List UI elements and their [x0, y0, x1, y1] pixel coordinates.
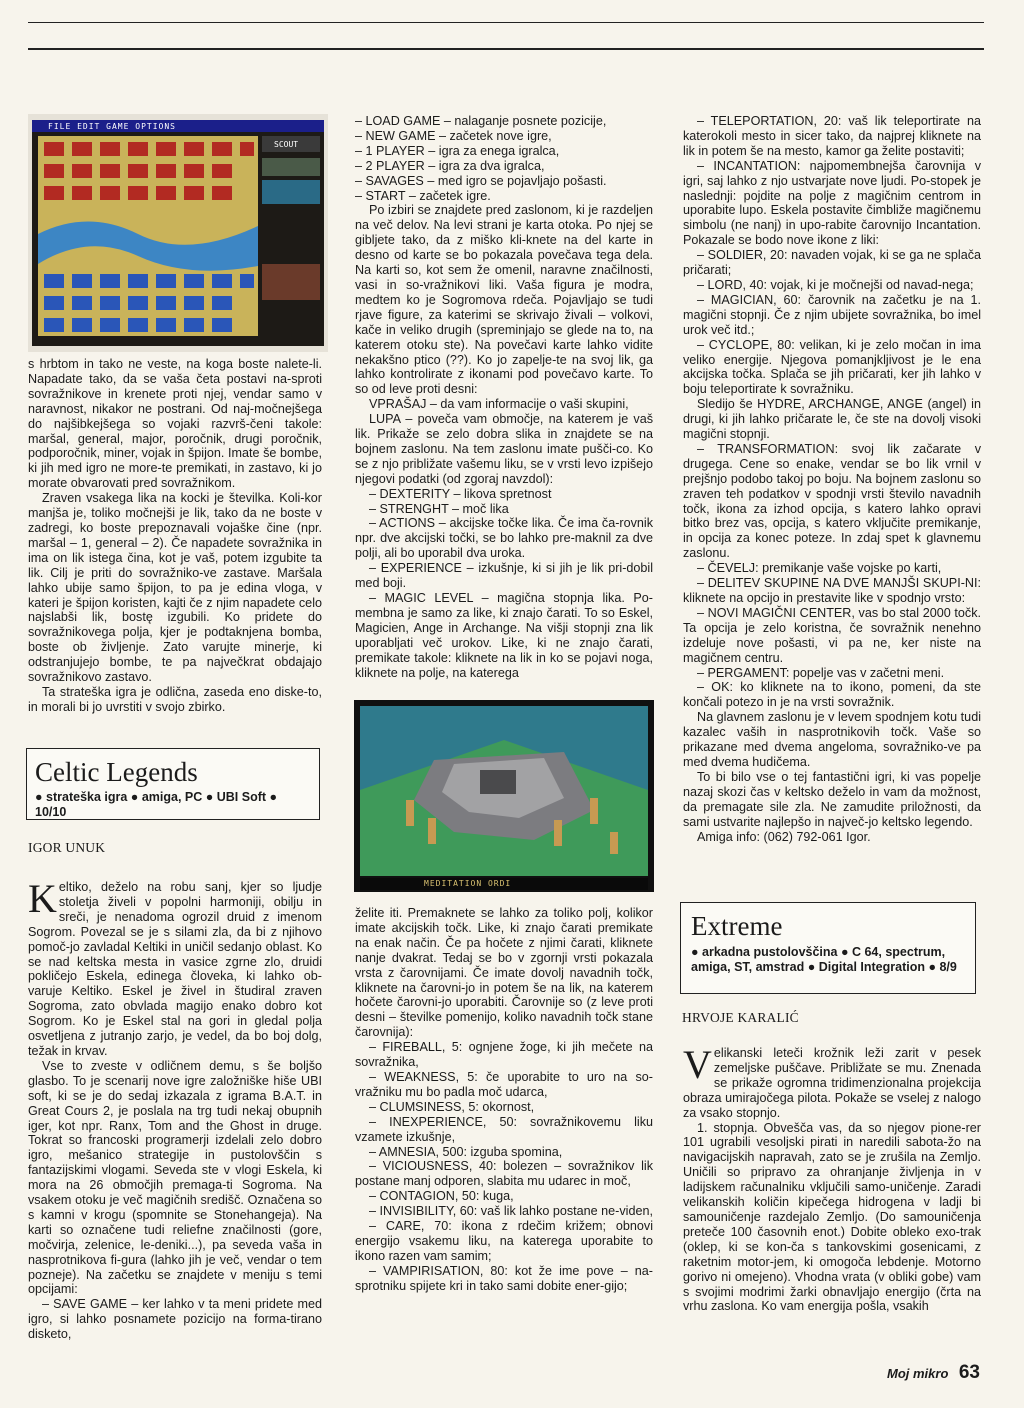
list-item: – MAGIC LEVEL – magična stopnja lika. Po-membna je samo za like, ki znajo čarati. To so Eskel, Magicien, Ange in Archange. Na višji stopnji zna lik uporabljati več urokov. Like, ki ne znajo čarati, premikate takole: kliknete na lik in ko se pojavi noga, kliknete na polje, na katerega [355, 591, 653, 680]
lead-paragraph: Keltiko, deželo na robu sanj, kjer so ljudje stoletja živeli v popolni harmoniji, obilju in sreči, je nenadoma ogrozil druid z imenom Sogrom. Povezal se je s silami zla, da bi z njihovo pomoč-jo zavladal Keltiki in uničil sedanjo oblast. Ko se nad keltska mesta in vasice zgrne zlo, druidi pokličejo Eskela, edinega človeka, ki lahko ob-varuje Keltiko. Eskel je živel in študiral zraven Sogroma, zato obvlada magijo enako dobro kot Sogrom. Ko je Eskel stal na gori in gledal polja osvetljena z jutranjo zarjo, je vedel, da bo boj dolg, težak in krvav. [28, 876, 322, 1058]
list-item: – EXPERIENCE – izkušnje, ki si jih je lik pri-dobil med boji. [355, 561, 653, 591]
list-item: – 2 PLAYER – igra za dva igralca, [355, 158, 545, 173]
list-item: – ČEVELJ: premikanje vaše vojske po karti, [697, 561, 942, 576]
header-rule [28, 48, 984, 50]
celtic-legends-title-box [26, 748, 320, 820]
screenshot-menu-bar: FILE EDIT GAME OPTIONS [48, 122, 176, 131]
page-number: 63 [958, 1362, 980, 1383]
list-item: – NOVI MAGIČNI CENTER, vas bo stal 2000 točk. Ta opcija je zelo koristna, če sovražnik nenehno izdeluje nove pošasti, vi pa ne, ker niste na magičnem centru. [683, 605, 981, 665]
paragraph: Ta strateška igra je odlična, zaseda eno diske-to, in morali bi jo uvrstiti v svojo zbirko. [28, 684, 322, 714]
paragraph: – SAVE GAME – ker lahko v ta meni pridete med igro, si lahko posnamete pozicijo na forma-tirano disketo, [28, 1297, 322, 1342]
list-item: – 1 PLAYER – igra za enega igralca, [355, 143, 560, 158]
list-item: – SAVAGES – med igro se pojavljajo pošasti. [355, 173, 607, 188]
list-item: – PERGAMENT: popelje vas v začetni meni. [697, 665, 945, 680]
list-item: – LORD, 40: vojak, ki je močnejši od navad-nega; [697, 277, 974, 292]
list-item: – NEW GAME – začetek nove igre, [355, 128, 552, 143]
paragraph: To bi bilo vse o tej fantastični igri, ki vas popelje nazaj skozi čas v keltsko deželo in vam da možnost, da premagate sile zla. Ne zamudite priložnosti, da sami ustvarite najlepšo in največ-jo keltsko legendo. [683, 769, 981, 829]
celtic-col1-top [28, 357, 322, 715]
list-item: – FIREBALL, 5: ognjene žoge, ki jih mečete na sovražnika, [355, 1040, 653, 1070]
article-tags: ● strateška igra ● amiga, PC ● UBI Soft ● 10/10 [35, 790, 278, 819]
celtic-col2-top [355, 114, 653, 680]
paragraph: VPRAŠAJ – da vam informacije o vaši skupini, [369, 397, 629, 412]
list-item: – OK: ko kliknete na to ikono, pomeni, da ste končali potezo in je na vrsti sovražnik. [683, 680, 981, 710]
celtic-col3 [683, 114, 981, 844]
paragraph: Po izbiri se znajdete pred zaslonom, ki je razdeljen na več delov. Na levi strani je karta otoka. Po njej se gibljete tako, da z miško kli-knete na del karte in desno od karte se bo pokazala povečava tega dela. Na karti so, kot sem že omenil, naravne značilnosti, vasi in so-vražnikovi liki. Vaša figura je modra, medtem ko je Sogromova rdeča. Pojavljajo se tudi rjave figure, za katerimi se skrivajo živali – volkovi, kače in veliko drugih (spreminjajo se glede na to, na katerem otoku ste). Na povečavi karte lahko vidite nekakšno ptico (??). Ko jo zapelje-te na svoj lik, ga lahko kontrolirate z ikonami pod povečavo karte. To so od leve proti desni: [355, 203, 653, 397]
extreme-title-box [680, 902, 976, 994]
extreme-text [683, 1042, 981, 1314]
list-item: – VICIOUSNESS, 40: bolezen – sovražnikov lik postane manj odporen, slabita mu udarec in moč, [355, 1159, 653, 1189]
article-author: IGOR UNUK [28, 840, 106, 855]
paragraph: s hrbtom in tako ne veste, na koga boste nalete-li. Napadate tako, da se vaša četa postavi na-sproti sovražnikove in krenete proti njej, vendar samo v naravnost, nikakor ne postrani. Od naj-močnejšega do najšibkejšega so vojaki razvrš-čeni takole: maršal, general, major, poročnik, drugi poročnik, podporočnik, miner, vojak in špijon. Imate še bombe, ki jih med igro ne more-te premikati, in zastavo, ki jo morate obvarovati pred sovražnikom. [28, 357, 322, 491]
paragraph: Na glavnem zaslonu je v levem spodnjem kotu tudi kazalec vaših in nasprotnikovih točk. Vaše so prikazane med dvema angeloma, sovražniko-ve pa med dvema hudičema. [683, 710, 981, 769]
list-item: – CARE, 70: ikona z rdečim križem; obnovi energijo vsakemu liku, na katerega uporabite to ikono razen vam samim; [355, 1219, 653, 1263]
paragraph: želite iti. Premaknete se lahko za toliko polj, kolikor imate akcijskih točk. Like, ki znajo čarati premikate na enak način. Če pa hočete z njimi čarati, kliknete nanje dvakrat. Tedaj se bo v zgornji vrsti pokazala vrsta z čarovnijami. Če imate dovolj navadnih točk, kliknete na čarovni-jo in potem še na lik, na katerem hočete čarovni-jo uporabiti. Čarovnije so (z leve proti desni – številke pomenijo, koliko navadnih točk stane čarovnija): [355, 906, 653, 1040]
list-item: – CYCLOPE, 80: velikan, ki je zelo močan in ima veliko energije. Njegova pomanjkljivost je le ena akcijska točka. Splača se jih pričarati, ker jih lahko v boju teleportirate k sovražniku. [683, 337, 981, 397]
map-screenshot-graphic [28, 114, 328, 352]
castle-screenshot-graphic [354, 700, 654, 892]
list-item: – CLUMSINESS, 5: okornost, [369, 1099, 535, 1114]
magazine-name: Moj mikro [887, 1366, 949, 1381]
list-item: – TELEPORTATION, 20: vaš lik teleportirate na katerokoli mesto in sicer tako, da najprej kliknete na lik in potem še na mesto, kamor ga želite postaviti; [683, 114, 981, 158]
list-item: – INCANTATION: najpomembnejša čarovnija v igri, saj lahko z njo ustvarjate nove ljudi. Po-stopek je naslednji: pojdite na polje z magičnim centrom in uporabite lupo. Eskela postavite čimbliže magičnemu simbolu (ne nanj) in upo-rabite čarovnijo Incantation. Pokazale se bodo nove ikone z liki: [683, 158, 981, 248]
list-item: – VAMPIRISATION, 80: kot že ime pove – na-sprotniku spijete kri in tako sami dobite ener-gijo; [355, 1263, 653, 1293]
article-title: Celtic Legends [35, 757, 198, 787]
page-footer [887, 1362, 980, 1384]
paragraph: Amiga info: (062) 792-061 Igor. [697, 829, 871, 844]
game-screenshot-map [28, 114, 328, 352]
list-item: – DEXTERITY – likova spretnost [369, 486, 552, 501]
list-item: – ACTIONS – akcijske točke lika. Če ima ča-rovnik npr. dve akcijski točki, se bo lahko pre-maknil za dve polji, ali bo uporabil dva uroka. [355, 516, 653, 561]
list-item: – START – začetek igre. [355, 188, 491, 203]
paragraph: 1. stopnja. Obvešča vas, da so njegov pione-rer 101 ugrabili vesoljski pirati in naredili sabota-žo na navigacijskih napravah, zato se je zrušila na Zemljo. Uničili so pripravo za ohranjanje življenja in v ladijskem računalniku vključili samo-uničenje. Zaradi velikanskih količin kipečega hidrogena v ladji bi samouničenje razdejalo Zemljo. (Do samouničenja preteče 100 časovnih enot.) Dobite obleko exo-trak (oklep, ki se kon-ča s tankovskimi gosenicami, z raketnim motor-jem, ki omogoča lebdenje. Motorno gorivo ni omejeno). Vhodna vrata (v obliki gobe) vam s svojimi modrimi žarki obnavljajo energijo (črta na vrhu zaslona. Ko vam energija pošla, vsakih [683, 1120, 981, 1314]
article-author: HRVOJE KARALIĆ [682, 1010, 799, 1025]
top-rule [28, 22, 984, 23]
drop-cap: V [683, 1042, 712, 1087]
paragraph: Zraven vsakega lika na kocki je številka. Koli-kor manjša je, toliko močnejši je lik, tako da ne boste v zadregi, ko boste prepoznavali vojaške čine (npr. maršal – 1, general – 2). Če napadete sovražnika in ima on lik istega čina, kot je vaš, potem izgubite ta lik. Cilj je priti do sovražniko-ve zastave. Maršala lahko ubije samo špijon, to pa je edina vloga, v kateri je špijon koristen, kajti če z njim napadete celo najslabši lik, bostę izgubili. Ko pridete do sovražnikovega polja, kjer je podtaknjena bomba, boste ob življenje. Zato varujte minerje, ki odstranjujejo bombe, te pa največkrat obdajajo sovražnikovo zastavo. [28, 491, 322, 685]
list-item: – SOLDIER, 20: navaden vojak, ki se ga ne splača pričarati; [683, 248, 981, 278]
celtic-col2-bottom [355, 906, 653, 1294]
list-item: – INEXPERIENCE, 50: sovražnikovemu liku vzamete izkušnje, [355, 1114, 653, 1144]
list-item: – TRANSFORMATION: svoj lik začarate v drugega. Cene so enake, vendar se bo lik vrnil v prejšnjo podobo takoj po boju. Na bojnem zaslonu so zraven teh podatkov v spodnji vrsti število navadnih točk, ikona za izhod opcija, s katero lahko opravi bitko brez vas, opcija, s katero vključite premikanje, in opcija za konec poteze. In zdaj spet k glavnemu zaslonu. [683, 441, 981, 561]
list-item: – INVISIBILITY, 60: vaš lik lahko postane ne-viden, [369, 1204, 653, 1219]
list-item: – STRENGHT – moč lika [369, 501, 509, 516]
paragraph: Sledijo še HYDRE, ARCHANGE, ANGE (angel) in drugi, ki jih lahko pričarate le, če ste na dovolj visoki magični stopnji. [683, 397, 981, 442]
list-item: – MAGICIAN, 60: čarovnik na začetku je na 1. magični stopnji. Če z njim ubijete sovražnika, bo imel urok več itd.; [683, 292, 981, 337]
celtic-col1-bottom [28, 876, 322, 1342]
paragraph: Vse to zveste v odličnem demu, s še boljšo glasbo. To je scenarij nove igre založniške hiše UBI soft, ki se je do sedaj izkazala z igrama B.A.T. in Great Cours 2, je poslala na trg tudi nekaj obupnih iger, kot npr. Ranx, Tom and the Ghost in druge. Tokrat so francoski programerji izdelali zelo dobro igro, mešanico strategije in pustolovščin s fantazijskimi vlogami. Seveda ste v vlogi Eskela, ki mora na 26 območjih premaga-ti Sogroma. Na vsakem otoku je več magičnih središč. Označena so s kamni v krogu (spomnite se Stonehangeja). Na karti so označene tudi reliefne značilnosti (gore, močvirja, zelenice, le-deniki...), pa seveda vaša in nasprotnikova fi-gura (lahko jih je več, vendar o tem pozneje). Na začetku se znajdete v meniju s temi opcijami: [28, 1058, 322, 1297]
paragraph: LUPA – poveča vam območje, na katerem je vaš lik. Prikaže se zelo dobra slika in znajdete se na bojnem zaslonu. Na tem zaslonu imate pušči-co. Ko se z njo približate vašemu liku, se v vrsti levo izpišejo njegovi podatki (od zgoraj navzdol): [355, 412, 653, 486]
article-title: Extreme [691, 911, 783, 941]
list-item: – AMNESIA, 500: izguba spomina, [369, 1144, 563, 1159]
list-item: – CONTAGION, 50: kuga, [369, 1189, 514, 1204]
list-item: – LOAD GAME – nalaganje posnete pozicije, [355, 114, 607, 128]
article-tags: ● arkadna pustolovščina ● C 64, spectrum, amiga, ST, amstrad ● Digital Integration ● 8/9 [691, 945, 957, 974]
screenshot-scout-label: SCOUT [274, 140, 299, 149]
screenshot-bottom-bar: MEDITATION ORDI [424, 879, 512, 888]
drop-cap: K [28, 876, 57, 921]
lead-paragraph: Velikanski leteči krožnik leži zarit v pesek zemeljske puščave. Približate se mu. Znenada se prikaže ogromna tridimenzionalna projekcija obraza umirajočega pilota. Pokaže se vselej z nalogo za vsako stopnjo. [683, 1042, 981, 1120]
game-screenshot-castle [354, 700, 654, 892]
list-item: – DELITEV SKUPINE NA DVE MANJŠI SKUPI-NI: kliknete na opcijo in prestavite like v spodnjo vrsto: [683, 576, 981, 605]
list-item: – WEAKNESS, 5: če uporabite to uro na so-vražniku mu bo padla moč udarca, [355, 1069, 653, 1099]
